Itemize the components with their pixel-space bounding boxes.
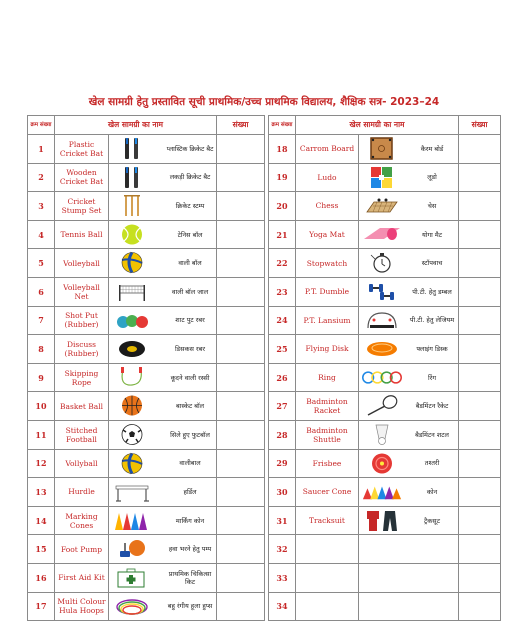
item-hindi-name: बास्केट बॉल xyxy=(175,402,205,411)
discus-icon xyxy=(112,337,152,360)
item-cell xyxy=(359,163,459,192)
item-cell xyxy=(359,478,459,507)
badminton-racket-icon xyxy=(362,394,402,417)
item-cell xyxy=(359,535,459,564)
item-english-name: Badminton Racket xyxy=(296,392,359,421)
table-row xyxy=(28,535,265,564)
item-english-name xyxy=(296,592,359,621)
item-english-name: Discuss (Rubber) xyxy=(55,335,109,364)
hula-hoop-icon xyxy=(112,595,152,618)
table-row xyxy=(28,192,265,221)
chess-icon xyxy=(362,194,402,217)
count-cell[interactable] xyxy=(217,277,265,306)
count-cell[interactable] xyxy=(217,420,265,449)
serial-number: 19 xyxy=(269,163,296,192)
count-cell[interactable] xyxy=(459,449,501,478)
saucer-cone-icon xyxy=(362,480,402,503)
count-cell[interactable] xyxy=(459,249,501,278)
item-cell xyxy=(109,420,217,449)
ludo-icon xyxy=(362,166,402,189)
table-row xyxy=(269,478,501,507)
table-header-row xyxy=(269,116,501,135)
serial-number: 12 xyxy=(28,449,55,478)
basketball-icon xyxy=(112,394,152,417)
table-row xyxy=(28,249,265,278)
count-cell[interactable] xyxy=(217,592,265,621)
tennis-ball-icon xyxy=(112,223,152,246)
table-row xyxy=(28,392,265,421)
item-cell xyxy=(359,135,459,164)
item-english-name: Chess xyxy=(296,192,359,221)
item-cell xyxy=(359,306,459,335)
carrom-board-icon xyxy=(362,137,402,160)
count-cell[interactable] xyxy=(459,335,501,364)
serial-number: 5 xyxy=(28,249,55,278)
serial-number: 9 xyxy=(28,363,55,392)
item-english-name: First Aid Kit xyxy=(55,563,109,592)
header-item-name: खेल सामग्री का नाम xyxy=(296,116,459,135)
table-row xyxy=(269,277,501,306)
serial-number: 8 xyxy=(28,335,55,364)
serial-number: 22 xyxy=(269,249,296,278)
cricket-stump-icon xyxy=(112,194,152,217)
table-row xyxy=(28,335,265,364)
table-row xyxy=(269,135,501,164)
ring-icon xyxy=(362,366,402,389)
table-row xyxy=(28,506,265,535)
item-hindi-name: फ्लाइंग डिस्क xyxy=(416,344,448,353)
table-header-row xyxy=(28,116,265,135)
item-hindi-name: बैडमिंटन रैकेट xyxy=(415,402,449,411)
item-cell xyxy=(109,563,217,592)
table-row xyxy=(28,135,265,164)
serial-number: 32 xyxy=(269,535,296,564)
serial-number: 7 xyxy=(28,306,55,335)
count-cell[interactable] xyxy=(217,306,265,335)
item-hindi-name: योगा मैट xyxy=(422,230,443,239)
item-english-name: Yoga Mat xyxy=(296,220,359,249)
serial-number: 26 xyxy=(269,363,296,392)
item-hindi-name: पी.टी. हेतु लेजियम xyxy=(409,316,455,325)
count-cell[interactable] xyxy=(217,392,265,421)
item-hindi-name: लूडो xyxy=(427,173,437,182)
item-hindi-name: क्रिकेट स्टम्प xyxy=(175,201,205,210)
items-table-right xyxy=(268,115,501,621)
item-english-name: Flying Disk xyxy=(296,335,359,364)
item-hindi-name: वाली बॉल xyxy=(178,259,202,268)
serial-number: 4 xyxy=(28,220,55,249)
items-table-left xyxy=(27,115,265,621)
table-row xyxy=(269,592,501,621)
header-item-name: खेल सामग्री का नाम xyxy=(55,116,217,135)
item-english-name: Volleyball xyxy=(55,249,109,278)
serial-number: 28 xyxy=(269,420,296,449)
serial-number: 15 xyxy=(28,535,55,564)
serial-number: 10 xyxy=(28,392,55,421)
serial-number: 20 xyxy=(269,192,296,221)
item-english-name: Badminton Shuttle xyxy=(296,420,359,449)
count-cell[interactable] xyxy=(459,220,501,249)
serial-number: 6 xyxy=(28,277,55,306)
item-hindi-name: स्टॉपवाच xyxy=(421,259,443,268)
count-cell[interactable] xyxy=(459,392,501,421)
table-row xyxy=(269,449,501,478)
item-hindi-name: वाली बॉल जाल xyxy=(171,287,209,296)
item-cell xyxy=(359,592,459,621)
table-row xyxy=(269,363,501,392)
count-cell[interactable] xyxy=(459,135,501,164)
item-hindi-name: डिसकस रबर xyxy=(174,344,206,353)
item-english-name: Carrom Board xyxy=(296,135,359,164)
page-title: खेल सामग्री हेतु प्रस्तावित सूची प्राथमिक/उच्च प्राथमिक विद्यालय, शैक्षिक सत्र- 2023–24 xyxy=(88,96,440,108)
serial-number: 21 xyxy=(269,220,296,249)
foot-pump-icon xyxy=(112,537,152,560)
item-hindi-name xyxy=(408,593,456,621)
item-hindi-name: बहु रंगीय हूला हुप्स xyxy=(167,602,213,611)
serial-number: 33 xyxy=(269,563,296,592)
serial-number: 29 xyxy=(269,449,296,478)
serial-number: 23 xyxy=(269,277,296,306)
item-cell xyxy=(109,335,217,364)
table-row xyxy=(28,277,265,306)
serial-number: 11 xyxy=(28,420,55,449)
serial-number: 13 xyxy=(28,478,55,507)
item-english-name: Basket Ball xyxy=(55,392,109,421)
table-row xyxy=(269,306,501,335)
count-cell[interactable] xyxy=(459,506,501,535)
item-cell xyxy=(109,506,217,535)
count-cell[interactable] xyxy=(217,220,265,249)
item-hindi-name: प्लास्टिक क्रिकेट बैट xyxy=(166,144,214,153)
table-row xyxy=(28,420,265,449)
first-aid-kit-icon xyxy=(112,566,152,589)
item-cell xyxy=(109,535,217,564)
count-cell[interactable] xyxy=(217,192,265,221)
football-icon xyxy=(112,423,152,446)
table-row xyxy=(269,163,501,192)
item-hindi-name: बैडमिंटन शटल xyxy=(415,430,449,439)
count-cell[interactable] xyxy=(459,277,501,306)
shot-put-icon xyxy=(112,309,152,332)
item-cell xyxy=(359,420,459,449)
item-cell xyxy=(359,563,459,592)
count-cell[interactable] xyxy=(217,135,265,164)
count-cell[interactable] xyxy=(217,449,265,478)
item-cell xyxy=(109,135,217,164)
table-row xyxy=(269,506,501,535)
item-hindi-name: कैरम बोर्ड xyxy=(420,144,444,153)
serial-number: 30 xyxy=(269,478,296,507)
count-cell[interactable] xyxy=(459,420,501,449)
item-cell xyxy=(109,163,217,192)
tracksuit-icon xyxy=(362,509,402,532)
item-english-name: Saucer Cone xyxy=(296,478,359,507)
count-cell[interactable] xyxy=(217,335,265,364)
serial-number: 25 xyxy=(269,335,296,364)
item-english-name: Frisbee xyxy=(296,449,359,478)
serial-number: 1 xyxy=(28,135,55,164)
volleyball-icon xyxy=(112,251,152,274)
table-row xyxy=(269,220,501,249)
item-hindi-name: पी.टी. हेतु डम्बल xyxy=(412,287,452,296)
item-english-name: Skipping Rope xyxy=(55,363,109,392)
header-count: संख्या xyxy=(217,116,265,135)
dumbbell-icon xyxy=(362,280,402,303)
item-hindi-name: रिंग xyxy=(428,373,437,382)
item-english-name: Tracksuit xyxy=(296,506,359,535)
volleyball-icon xyxy=(112,452,152,475)
item-cell xyxy=(109,449,217,478)
item-cell xyxy=(359,220,459,249)
item-cell xyxy=(109,220,217,249)
serial-number: 24 xyxy=(269,306,296,335)
marking-cone-icon xyxy=(112,509,152,532)
item-hindi-name: चेस xyxy=(427,201,437,210)
item-english-name: Volleyball Net xyxy=(55,277,109,306)
item-cell xyxy=(359,192,459,221)
item-cell xyxy=(359,449,459,478)
serial-number: 27 xyxy=(269,392,296,421)
item-hindi-name: सिले हुए फुटबॉल xyxy=(170,430,210,439)
count-cell[interactable] xyxy=(459,192,501,221)
count-cell[interactable] xyxy=(217,363,265,392)
hurdle-icon xyxy=(112,480,152,503)
header-serial: क्रम संख्या xyxy=(269,116,296,135)
item-hindi-name: ट्रैकसूट xyxy=(424,516,440,525)
item-hindi-name: लकड़ी क्रिकेट बैट xyxy=(169,173,211,182)
item-hindi-name: कूदने वाली रस्सी xyxy=(170,373,210,382)
frisbee-icon xyxy=(362,452,402,475)
item-english-name: Stopwatch xyxy=(296,249,359,278)
yoga-mat-icon xyxy=(362,223,402,246)
table-row xyxy=(28,592,265,621)
item-hindi-name: मार्किंग कोन xyxy=(175,516,205,525)
count-cell[interactable] xyxy=(217,163,265,192)
item-english-name: Tennis Ball xyxy=(55,220,109,249)
table-row xyxy=(28,449,265,478)
table-row xyxy=(28,563,265,592)
item-cell xyxy=(359,277,459,306)
item-hindi-name xyxy=(408,564,456,592)
item-cell xyxy=(109,192,217,221)
serial-number: 17 xyxy=(28,592,55,621)
item-hindi-name: टेनिस बॉल xyxy=(177,230,203,239)
count-cell[interactable] xyxy=(459,535,501,564)
item-cell xyxy=(109,478,217,507)
shuttlecock-icon xyxy=(362,423,402,446)
table-row xyxy=(269,335,501,364)
table-row xyxy=(28,306,265,335)
item-cell xyxy=(109,392,217,421)
serial-number: 34 xyxy=(269,592,296,621)
item-english-name xyxy=(296,563,359,592)
item-cell xyxy=(359,249,459,278)
item-hindi-name: तश्तरी xyxy=(424,459,440,468)
item-hindi-name: कोन xyxy=(426,487,438,496)
item-english-name: Stitched Football xyxy=(55,420,109,449)
item-cell xyxy=(109,249,217,278)
serial-number: 14 xyxy=(28,506,55,535)
count-cell[interactable] xyxy=(217,563,265,592)
item-english-name: Shot Put (Rubber) xyxy=(55,306,109,335)
count-cell[interactable] xyxy=(217,478,265,507)
item-english-name: Multi Colour Hula Hoops xyxy=(55,592,109,621)
serial-number: 3 xyxy=(28,192,55,221)
item-cell xyxy=(359,392,459,421)
item-hindi-name: हर्डिल xyxy=(183,487,197,496)
table-row xyxy=(269,535,501,564)
header-count: संख्या xyxy=(459,116,501,135)
count-cell[interactable] xyxy=(217,506,265,535)
item-english-name: Marking Cones xyxy=(55,506,109,535)
cricket-bat-icon xyxy=(112,166,152,189)
table-row xyxy=(28,478,265,507)
item-cell xyxy=(109,277,217,306)
lezim-icon xyxy=(362,309,402,332)
item-hindi-name: वालीबाल xyxy=(179,459,201,468)
count-cell[interactable] xyxy=(459,306,501,335)
table-row xyxy=(269,249,501,278)
table-row xyxy=(28,220,265,249)
item-cell xyxy=(109,592,217,621)
count-cell[interactable] xyxy=(217,249,265,278)
serial-number: 2 xyxy=(28,163,55,192)
net-icon xyxy=(112,280,152,303)
header-serial: क्रम संख्या xyxy=(28,116,55,135)
count-cell[interactable] xyxy=(459,478,501,507)
count-cell[interactable] xyxy=(217,535,265,564)
table-row xyxy=(269,392,501,421)
flying-disc-icon xyxy=(362,337,402,360)
item-english-name xyxy=(296,535,359,564)
item-english-name: Foot Pump xyxy=(55,535,109,564)
item-hindi-name xyxy=(408,535,456,563)
item-english-name: Cricket Stump Set xyxy=(55,192,109,221)
count-cell[interactable] xyxy=(459,163,501,192)
item-cell xyxy=(359,363,459,392)
item-english-name: Wooden Cricket Bat xyxy=(55,163,109,192)
item-english-name: P.T. Lansium xyxy=(296,306,359,335)
table-row xyxy=(269,192,501,221)
skipping-rope-icon xyxy=(112,366,152,389)
table-row xyxy=(269,420,501,449)
cricket-bat-icon xyxy=(112,137,152,160)
stopwatch-icon xyxy=(362,251,402,274)
item-hindi-name: प्राथमिक चिकित्सा किट xyxy=(168,569,212,586)
item-cell xyxy=(359,506,459,535)
item-english-name: P.T. Dumble xyxy=(296,277,359,306)
count-cell[interactable] xyxy=(459,363,501,392)
count-cell[interactable] xyxy=(459,592,501,621)
item-cell xyxy=(109,306,217,335)
serial-number: 31 xyxy=(269,506,296,535)
serial-number: 18 xyxy=(269,135,296,164)
item-hindi-name: शाट पुट रबर xyxy=(175,316,205,325)
item-cell xyxy=(359,335,459,364)
count-cell[interactable] xyxy=(459,563,501,592)
item-hindi-name: हवा भरने हेतु पम्प xyxy=(168,545,212,554)
item-cell xyxy=(109,363,217,392)
item-english-name: Hurdle xyxy=(55,478,109,507)
table-row xyxy=(28,163,265,192)
item-english-name: Plastic Cricket Bat xyxy=(55,135,109,164)
item-english-name: Ring xyxy=(296,363,359,392)
item-english-name: Ludo xyxy=(296,163,359,192)
table-row xyxy=(28,363,265,392)
serial-number: 16 xyxy=(28,563,55,592)
item-english-name: Vollyball xyxy=(55,449,109,478)
table-row xyxy=(269,563,501,592)
